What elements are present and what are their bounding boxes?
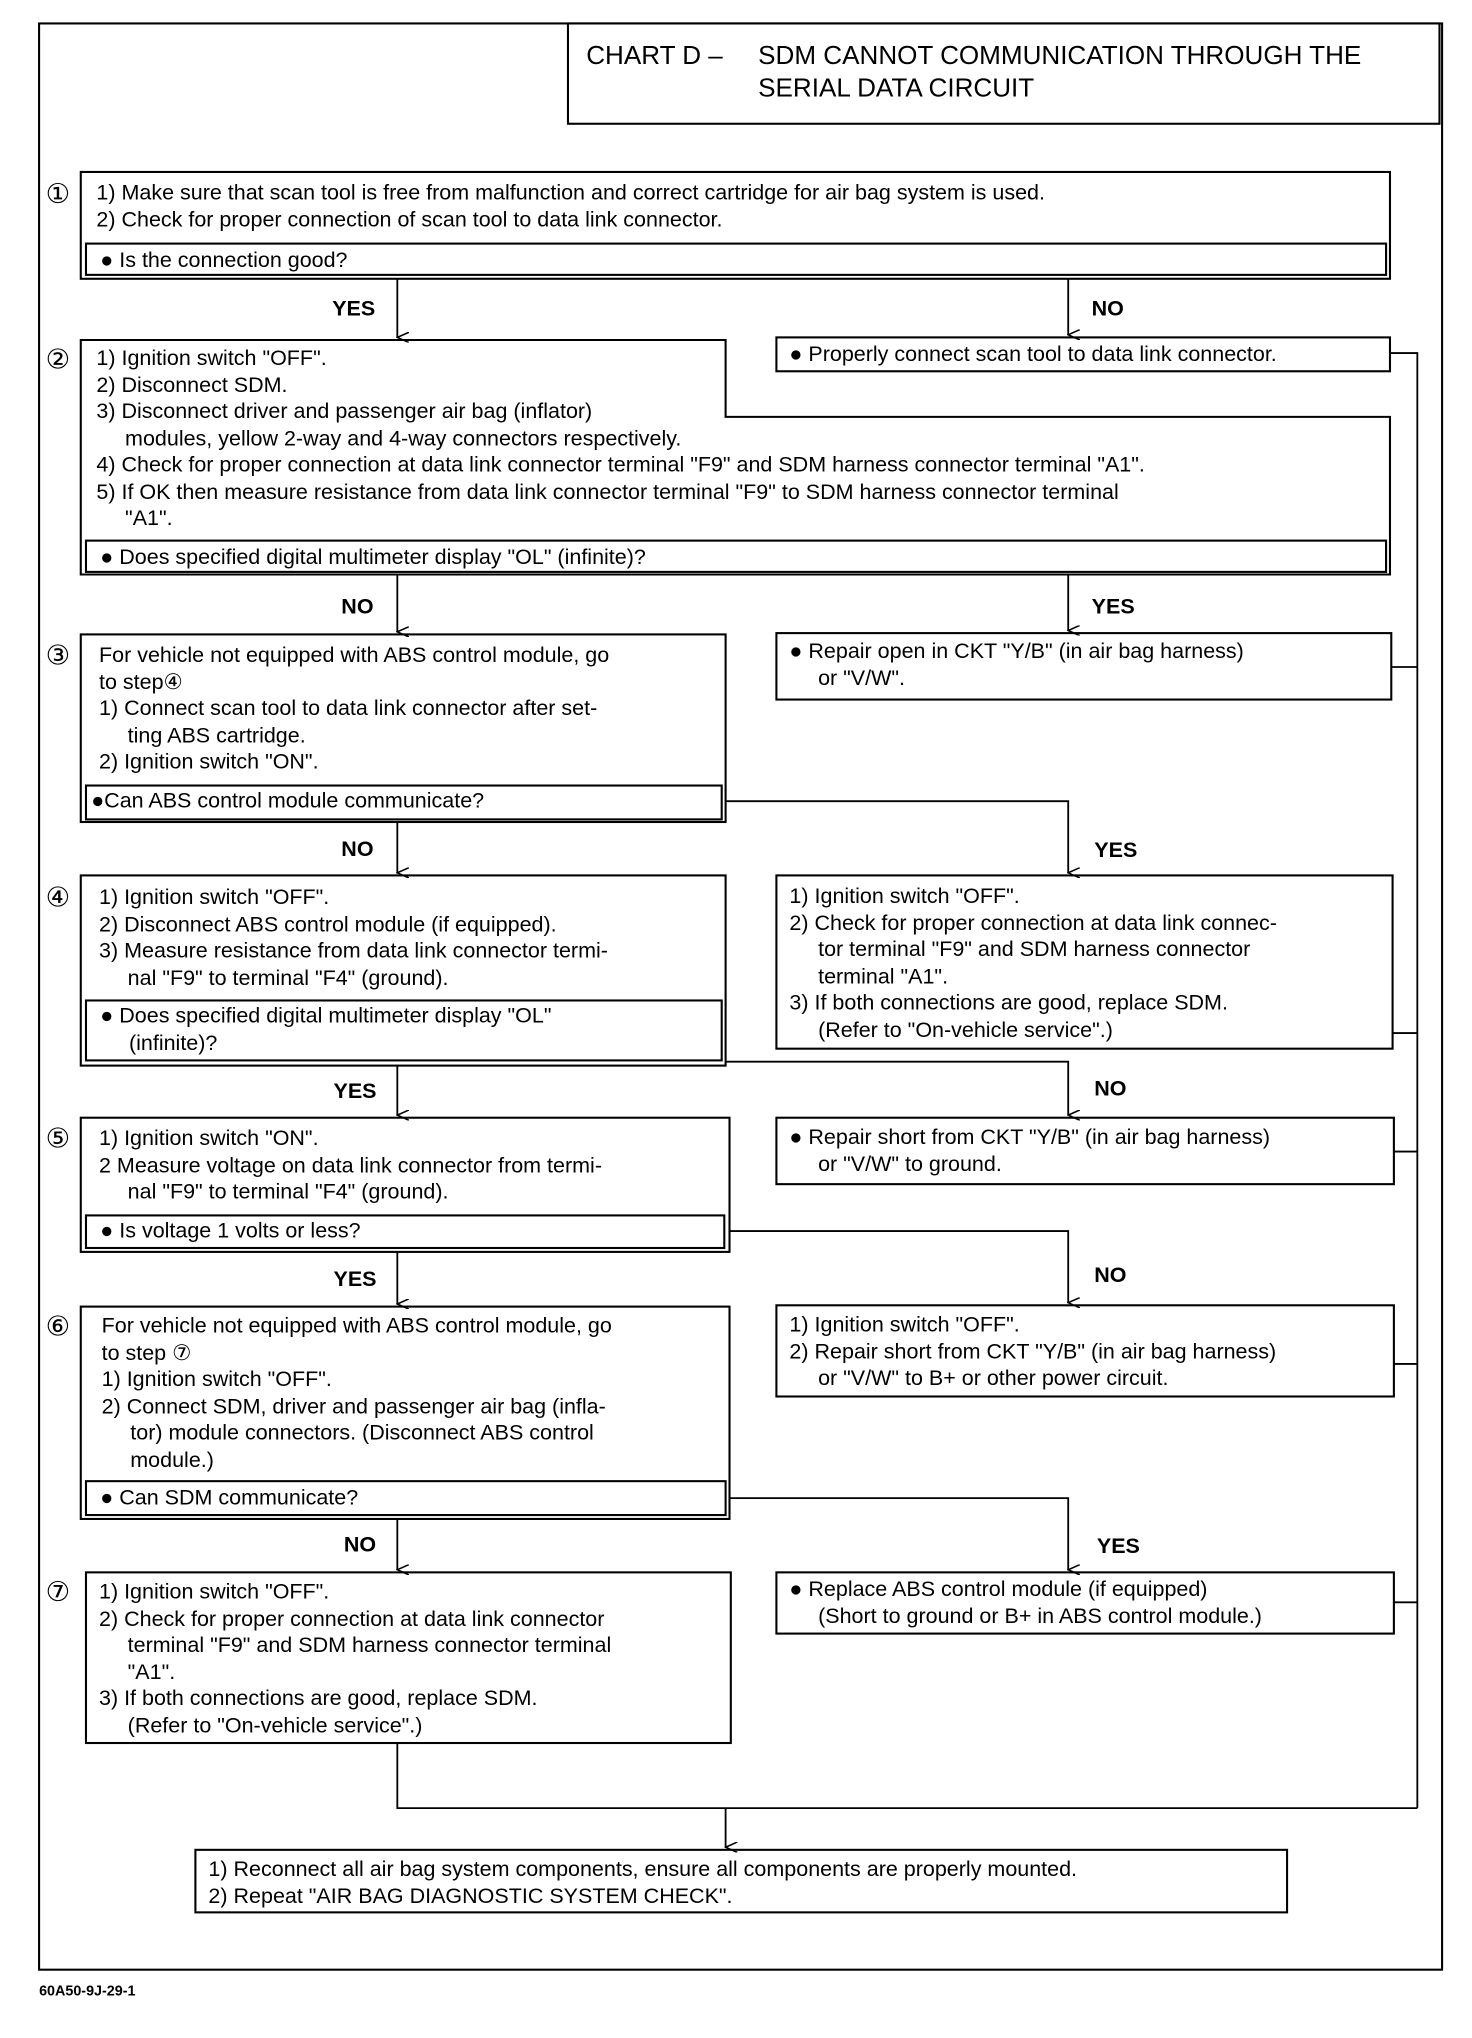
step4-text: 1) Ignition switch "OFF". 2) Disconnect ABS control module (if equipped). 3) Measure resistance from data link connector termi- nal "F9" to terminal "F4" (ground). [99,885,608,990]
step5-text: 1) Ignition switch "ON". 2 Measure voltage on data link connector from termi- nal "F9" to terminal "F4" (ground). [99,1126,602,1204]
step3-question: ●Can ABS control module communicate? [91,789,485,813]
step4-question: ● Does specified digital multimeter display "OL" (infinite)? [100,1004,552,1055]
result3-text: 1) Ignition switch "OFF". 2) Check for proper connection at data link connec- tor terminal "F9" and SDM harness connector terminal "A1". 3) If both connections are good, replace SDM. (Refer to "On-vehicle service".) [789,884,1277,1042]
step3-text: For vehicle not equipped with ABS control module, go to step④ 1) Connect scan tool to data link connector after set- ting ABS cartridge. 2) Ignition switch "ON". [99,643,610,774]
result2-text: ● Repair open in CKT "Y/B" (in air bag harness) or "V/W". [789,639,1244,690]
step7-text: 1) Ignition switch "OFF". 2) Check for proper connection at data link connector terminal "F9" and SDM harness connector terminal "A1". 3) If both connections are good, replace SDM. (Refer to "On-vehicle service".) [99,1580,612,1738]
label-no: NO [1094,1263,1127,1288]
line-step7-down [397,1743,1417,1808]
label-yes: YES [333,1267,377,1291]
label-no: NO [341,837,374,862]
label-yes: YES [332,297,376,321]
step1-question: ● Is the connection good? [100,248,348,273]
step-number-3: ③ [45,639,71,671]
chart-title-line1: SDM CANNOT COMMUNICATION THROUGH THE [758,41,1362,71]
step-number-2: ② [45,343,71,376]
step2-question: ● Does specified digital multimeter display "OL" (infinite)? [100,545,646,570]
label-no: NO [341,595,374,619]
step6-question: ● Can SDM communicate? [100,1486,359,1510]
chart-id: CHART D – [586,41,723,71]
result4-text: ● Repair short from CKT "Y/B" (in air bag harness) or "V/W" to ground. [789,1125,1271,1176]
label-yes: YES [333,1079,377,1104]
final-text: 1) Reconnect all air bag system components, ensure all components are properly mounted. 2) Repeat "AIR BAG DIAGNOSTIC SYSTEM CHECK". [208,1857,1078,1908]
arrow-step4-no [726,1062,1069,1115]
step5-question: ● Is voltage 1 volts or less? [100,1219,361,1243]
result1-text: ● Properly connect scan tool to data link connector. [789,342,1277,367]
figure-code: 60A50-9J-29-1 [39,1984,136,2000]
arrow-step5-no [730,1231,1069,1303]
step6-text: For vehicle not equipped with ABS control module, go to step ⑦ 1) Ignition switch "OFF". 2) Connect SDM, driver and passenger air bag (infla- tor) module connectors. (Disconnect ABS control module.) [101,1314,612,1472]
step-number-6: ⑥ [45,1310,71,1342]
chart-title-line2: SERIAL DATA CIRCUIT [758,74,1035,103]
step-number-4: ④ [45,881,71,914]
label-yes: YES [1091,595,1135,619]
step-number-7: ⑦ [45,1576,71,1608]
label-yes: YES [1094,838,1138,863]
step2-text: 1) Ignition switch "OFF". 2) Disconnect SDM. 3) Disconnect driver and passenger air bag (inflator) modules, yellow 2-way and 4-way connectors respectively. 4) Check for proper connection at data link connector terminal "F9" and SDM harness connector terminal "A1". 5) If OK then measure resistance from data link connector terminal "F9" to SDM harness connector terminal "A1". [96,346,1145,531]
label-no: NO [343,1533,377,1557]
step1-text: 1) Make sure that scan tool is free from malfunction and correct cartridge for air bag system is used. 2) Check for proper connection of scan tool to data link connector. [96,181,1045,232]
step-number-1: ① [45,178,71,210]
label-yes: YES [1096,1534,1140,1559]
step-number-5: ⑤ [45,1122,71,1155]
result5-text: 1) Ignition switch "OFF". 2) Repair short from CKT "Y/B" (in air bag harness) or "V/W" to B+ or other power circuit. [789,1313,1277,1390]
result6-text: ● Replace ABS control module (if equipped) (Short to ground or B+ in ABS control module.) [789,1577,1262,1628]
arrow-step3-yes [726,801,1069,873]
label-no: NO [1094,1077,1127,1101]
arrow-step6-yes [730,1498,1069,1570]
label-no: NO [1091,297,1124,321]
